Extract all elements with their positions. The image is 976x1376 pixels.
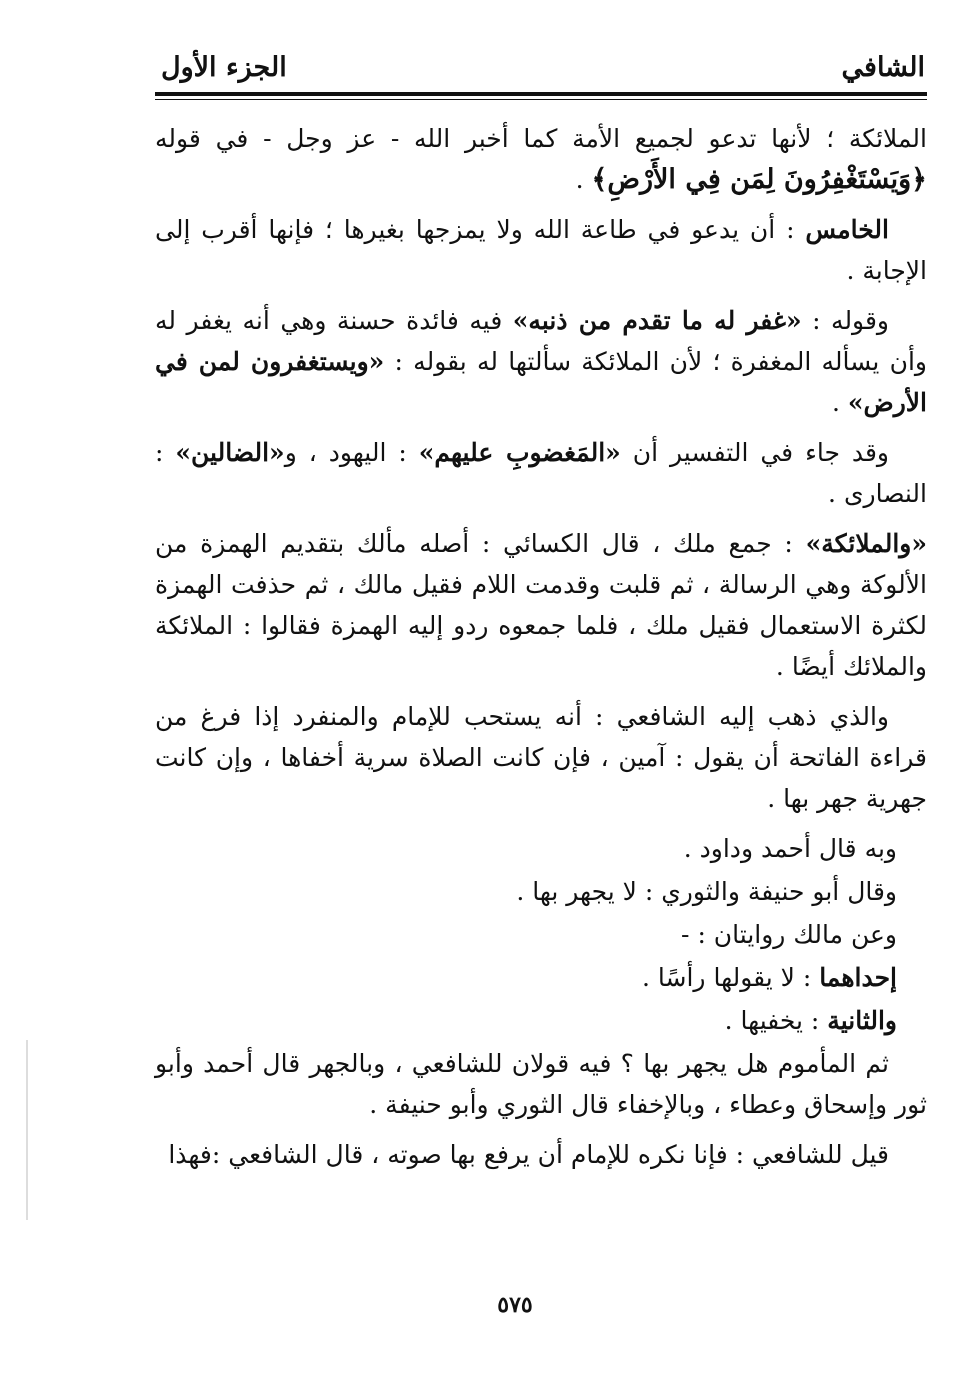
paragraph-10-text: : لا يقولها رأسًا .: [642, 963, 820, 992]
paragraph-5: [155, 523, 927, 687]
term-malaika: «والملائكة»: [805, 529, 927, 558]
paragraph-12-text: ثم المأموم هل يجهر بها ؟ فيه قولان للشافعي ، وبالجهر قال أحمد وأبو ثور وإسحاق وعطاء ، وبالإخفاء قال الثوري وأبو حنيفة .: [155, 1049, 927, 1119]
header-rule-thin: [155, 99, 927, 100]
term-fifth: الخامس: [805, 215, 889, 244]
paragraph-6-text: والذي ذهب إليه الشافعي : أنه يستحب للإمام والمنفرد إذا فرغ من قراءة الفاتحة أن يقول : آمين ، فإن كانت الصلاة سرية أخفاها ، وإن كانت جهرية جهر بها .: [155, 702, 927, 813]
paragraph-11: [155, 1000, 927, 1041]
paragraph-3-end: .: [831, 388, 848, 417]
paragraph-3-text-b: فيه فائدة حسنة وهي أنه يغفر له وأن يسأله المغفرة ؛ لأن الملائكة سألتها له بقوله :: [155, 306, 927, 376]
paragraph-3-text-a: وقوله :: [801, 306, 889, 335]
book-title: الشافي: [841, 52, 925, 83]
paragraph-5-text: : جمع ملك ، قال الكسائي : أصله مألك بتقديم الهمزة من الألوكة وهي الرسالة ، ثم قلبت وقدمت اللام فقيل مالك ، ثم حذفت الهمزة لكثرة الاستعمال فقيل ملك ، فلما جمعوه ردو إليه الهمزة فقالوا : الملائكة والملائك أيضًا .: [155, 529, 927, 681]
scan-margin-mark: [26, 1040, 28, 1220]
hadith-quote: «غفر له ما تقدم من ذنبه»: [512, 306, 802, 335]
paragraph-9-text: وعن مالك روايتان : -: [681, 920, 897, 949]
volume-label: الجزء الأول: [161, 52, 287, 83]
paragraph-4-end: : النصارى .: [155, 438, 927, 508]
paragraph-13: [155, 1134, 927, 1175]
paragraph-2: [155, 209, 927, 291]
paragraph-13-text: قيل للشافعي : فإنا نكره للإمام أن يرفع بها صوته ، قال الشافعي :فهذا: [168, 1140, 889, 1169]
paragraph-1: [155, 118, 927, 200]
quran-verse: ﴿وَيَسْتَغْفِرُونَ لِمَن فِي الأَرْضِ﴾: [591, 164, 927, 195]
paragraph-7: [155, 828, 927, 869]
paragraph-9: [155, 914, 927, 955]
paragraph-10: [155, 957, 927, 998]
paragraph-8: [155, 871, 927, 912]
paragraph-1-text: الملائكة ؛ لأنها تدعو لجميع الأمة كما أخبر الله - عز وجل - في قوله: [155, 124, 927, 153]
main-text: [155, 118, 927, 1184]
term-maghdoub: «المَغضوبِ عليهم»: [418, 438, 621, 467]
term-second: والثانية: [827, 1006, 897, 1035]
paragraph-4-text-a: وقد جاء في التفسير أن: [620, 438, 889, 467]
paragraph-4-text-b: : اليهود ، و: [284, 438, 419, 467]
running-header: [155, 52, 925, 92]
paragraph-3: [155, 300, 927, 423]
paragraph-4: [155, 432, 927, 514]
header-rule-thick: [155, 92, 927, 96]
term-first: إحداهما: [819, 963, 897, 992]
verse-quote: «ويستغفرون لمن في الأرض»: [155, 347, 927, 417]
term-dallin: «الضالين»: [175, 438, 285, 467]
paragraph-11-text: : يخفيها .: [724, 1006, 828, 1035]
paragraph-2-text: : أن يدعو في طاعة الله ولا يمزجها بغيرها ؛ فإنها أقرب إلى الإجابة .: [155, 215, 927, 285]
page-number: ٥٧٥: [497, 1292, 533, 1318]
paragraph-7-text: وبه قال أحمد وداود .: [683, 834, 897, 863]
paragraph-1-end: .: [575, 165, 592, 194]
paragraph-12: [155, 1043, 927, 1125]
paragraph-6: [155, 696, 927, 819]
paragraph-8-text: وقال أبو حنيفة والثوري : لا يجهر بها .: [516, 877, 897, 906]
